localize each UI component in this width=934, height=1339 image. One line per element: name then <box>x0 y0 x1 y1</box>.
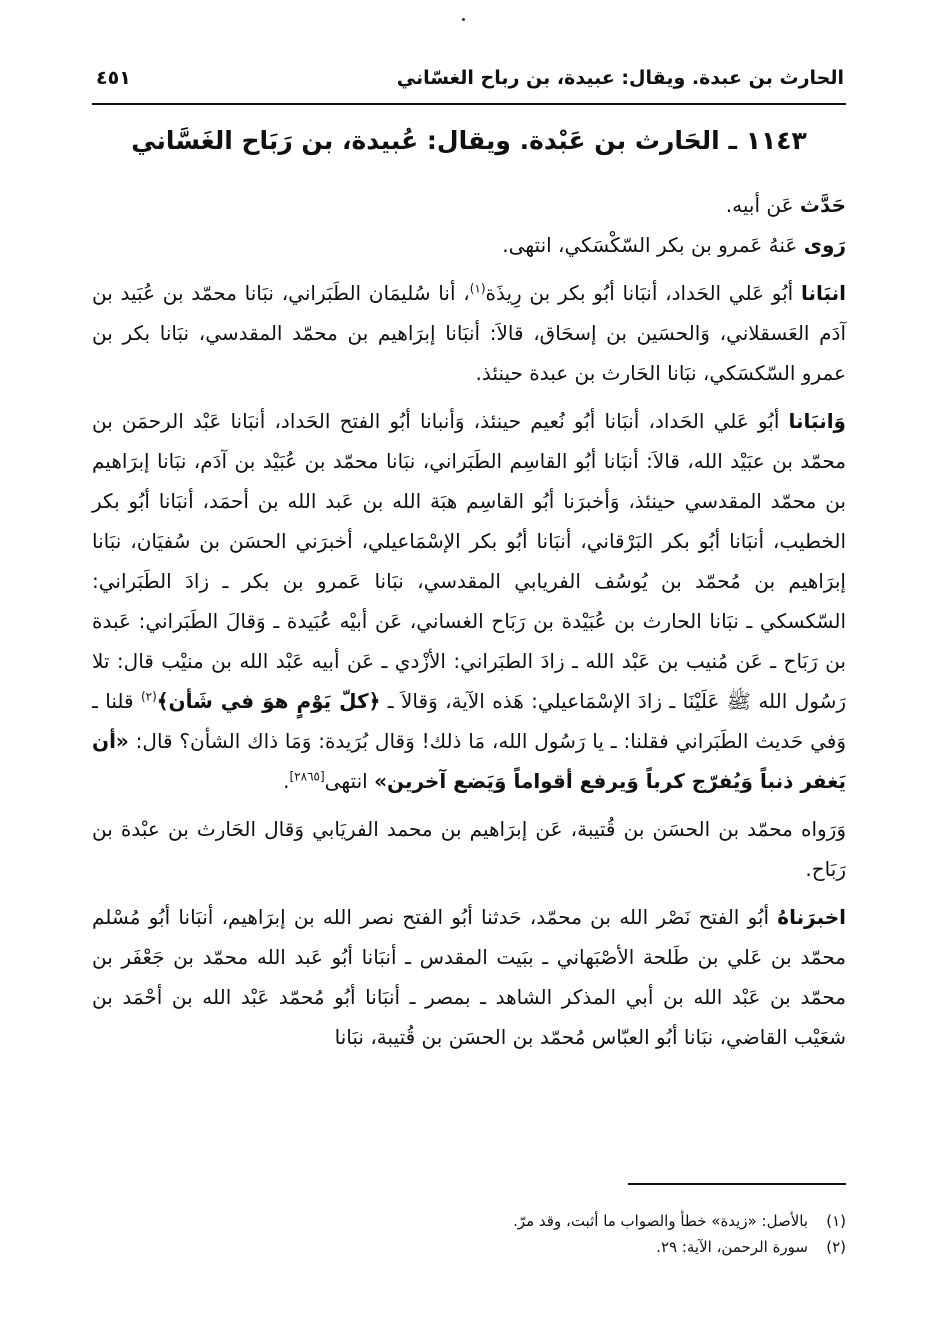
paragraph-isnad-2 <box>92 401 846 801</box>
footnote-text: سورة الرحمن، الآية: ٢٩. <box>656 1238 808 1256</box>
paragraph-text: عَنهُ عَمرو بن بكر السّكْسَكي، انتهى. <box>502 233 804 257</box>
paragraph-hadath <box>92 185 846 225</box>
running-header <box>96 60 844 96</box>
footnote-number: (١) <box>826 1212 846 1230</box>
paragraph-text-end: انتهى <box>324 769 375 793</box>
paragraph-rawa <box>92 225 846 265</box>
paragraph-text: أبُو عَلي الحَداد، أنبَانا أبُو نُعيم حينئذ، وَأنبانا أبُو الفتح الحَداد، أنبَانا عَبْد الرحمَن بن محمّد بن عبَيْد الله، قالاَ: أنبَانا أبُو القاسِم الطَبَراني، نبَانا محمّد بن عُبَيْد بن آدَم، نبَانا إبرَاهيم بن محمّد المقدسي حينئذ، وَأخبرَنا أبُو القاسِم هبَة الله بن عَبد الله بن أحمَد، أنبَانا أبُو بكر الخطيب، أنبَانا أبُو بكر البَرْقاني، أنبَانا أبُو بكر الإسْمَاعيلي، أخبرَني الحسَن بن سُفيَان، نبَانا إبرَاهيم بن مُحمّد بن يُوسُف الفريابي المقدسي، نبَانا عَمرو بن بكر ـ زادَ الطَبَراني: السّكسكي ـ نبَانا الحارث بن عُبَيْدة بن رَبَاح الغساني، عَن أبيْه عُبَيدة ـ وَقالَ الطَبَراني: عَبدة بن رَبَاح ـ عَن مُنيب بن عَبْد الله ـ زادَ الطبَراني: الأزْدي ـ عَن أبيه عَبْد الله بن منيْب قال: تلا رَسُول الله ﷺ عَلَيْنَا ـ زادَ الإسْمَاعيلي: هَذه الآية، وَقالاَ ـ <box>92 409 847 713</box>
footnote-ref-1: (١) <box>469 281 486 296</box>
quran-quote: ﴿كلّ يَوْمٍ هوَ في شَأن﴾ <box>156 689 381 713</box>
paragraph-text-cont: قلنا ـ وَفي حَديث الطَبَراني فقلنا: ـ يا رَسُول الله، مَا ذلك! وَقال بُرَيدة: وَمَا ذاك الشأن؟ قال: <box>92 689 846 753</box>
footnote-text: بالأصل: «زيدة» خطأ والصواب ما أثبت، وقد مرّ. <box>513 1212 808 1230</box>
paragraph-text-cont: ، أنا سُليمَان الطَبَراني، نبَانا محمّد بن عُبَيد بن آدَم العَسقلاني، وَالحسَين بن إسحَاق، قالاَ: أنبَانا إبرَاهيم بن محمّد المقدسي، نبَانا بكر بن عمرو السّكسَكي، نبَانا الحَارث بن عبدة حينئذ. <box>92 281 846 385</box>
paragraph-text: عَن أبيه. <box>725 193 800 217</box>
running-title: الحارث بن عبدة. ويقال: عبيدة، بن رباح الغسّاني <box>396 67 844 89</box>
paragraph-lead: انبَانا <box>800 281 846 305</box>
paragraph-isnad-1 <box>92 273 846 393</box>
paragraph-text: أبُو عَلي الحَداد، أنبَانا أبُو بكر بن رِيذَة <box>485 281 801 305</box>
paragraph-lead: اخبرَناهُ <box>777 905 846 929</box>
footnote-rule <box>628 1183 846 1185</box>
footnote-ref-2: (٢) <box>140 689 157 704</box>
page-number: ٤٥١ <box>96 67 131 89</box>
footnotes <box>92 1208 846 1260</box>
paragraph-isnad-3 <box>92 897 846 1057</box>
paragraph-text: أبُو الفتح نَصْر الله بن محمّد، حَدثنا أبُو الفتح نصر الله بن إبرَاهيم، أنبَانا أبُو مُسْلم محمّد بن عَلي بن طَلحة الأصْبَهاني ـ ببَيت المقدس ـ أنبَانا أبُو عَبد الله محمّد بن جَعْفَر بن محمّد بن عَبْد الله بن أبي المذكر الشاهد ـ بمصر ـ أنبَانا أبُو مُحمّد عَبْد الله بن أحْمَد بن شعَيْب القاضي، نبَانا أبُو العبّاس مُحمّد بن الحسَن بن قُتيبة، نبَانا <box>92 905 846 1049</box>
paragraph-lead: رَوى <box>803 233 846 257</box>
paragraph-text: وَرَواه محمّد بن الحسَن بن قُتيبة، عَن إبرَاهيم بن محمد الفريَابي وَقال الحَارث بن عبْدة بن رَبَاح. <box>92 817 846 881</box>
entry-title: ١١٤٣ ـ الحَارث بن عَبْدة. ويقال: عُبيدة، بن رَبَاح الغَسَّاني <box>131 126 807 155</box>
paragraph-lead: وَانبَانا <box>788 409 846 433</box>
page-mark <box>462 18 465 21</box>
header-rule <box>92 103 846 105</box>
main-text <box>92 185 846 1065</box>
footnote-number: (٢) <box>826 1238 846 1256</box>
footnote-1 <box>92 1208 846 1234</box>
paragraph-riwaya <box>92 809 846 889</box>
footnote-2 <box>92 1234 846 1260</box>
paragraph-period: . <box>283 769 290 793</box>
paragraph-lead: حَدَّث <box>799 193 846 217</box>
hadith-number: [٢٨٦٥] <box>289 769 325 784</box>
hadith-quote: «أن يَغفر ذنباً وَيُفرّج كرباً وَيرفع أقواماً وَيَضع آخرين» <box>92 729 846 793</box>
